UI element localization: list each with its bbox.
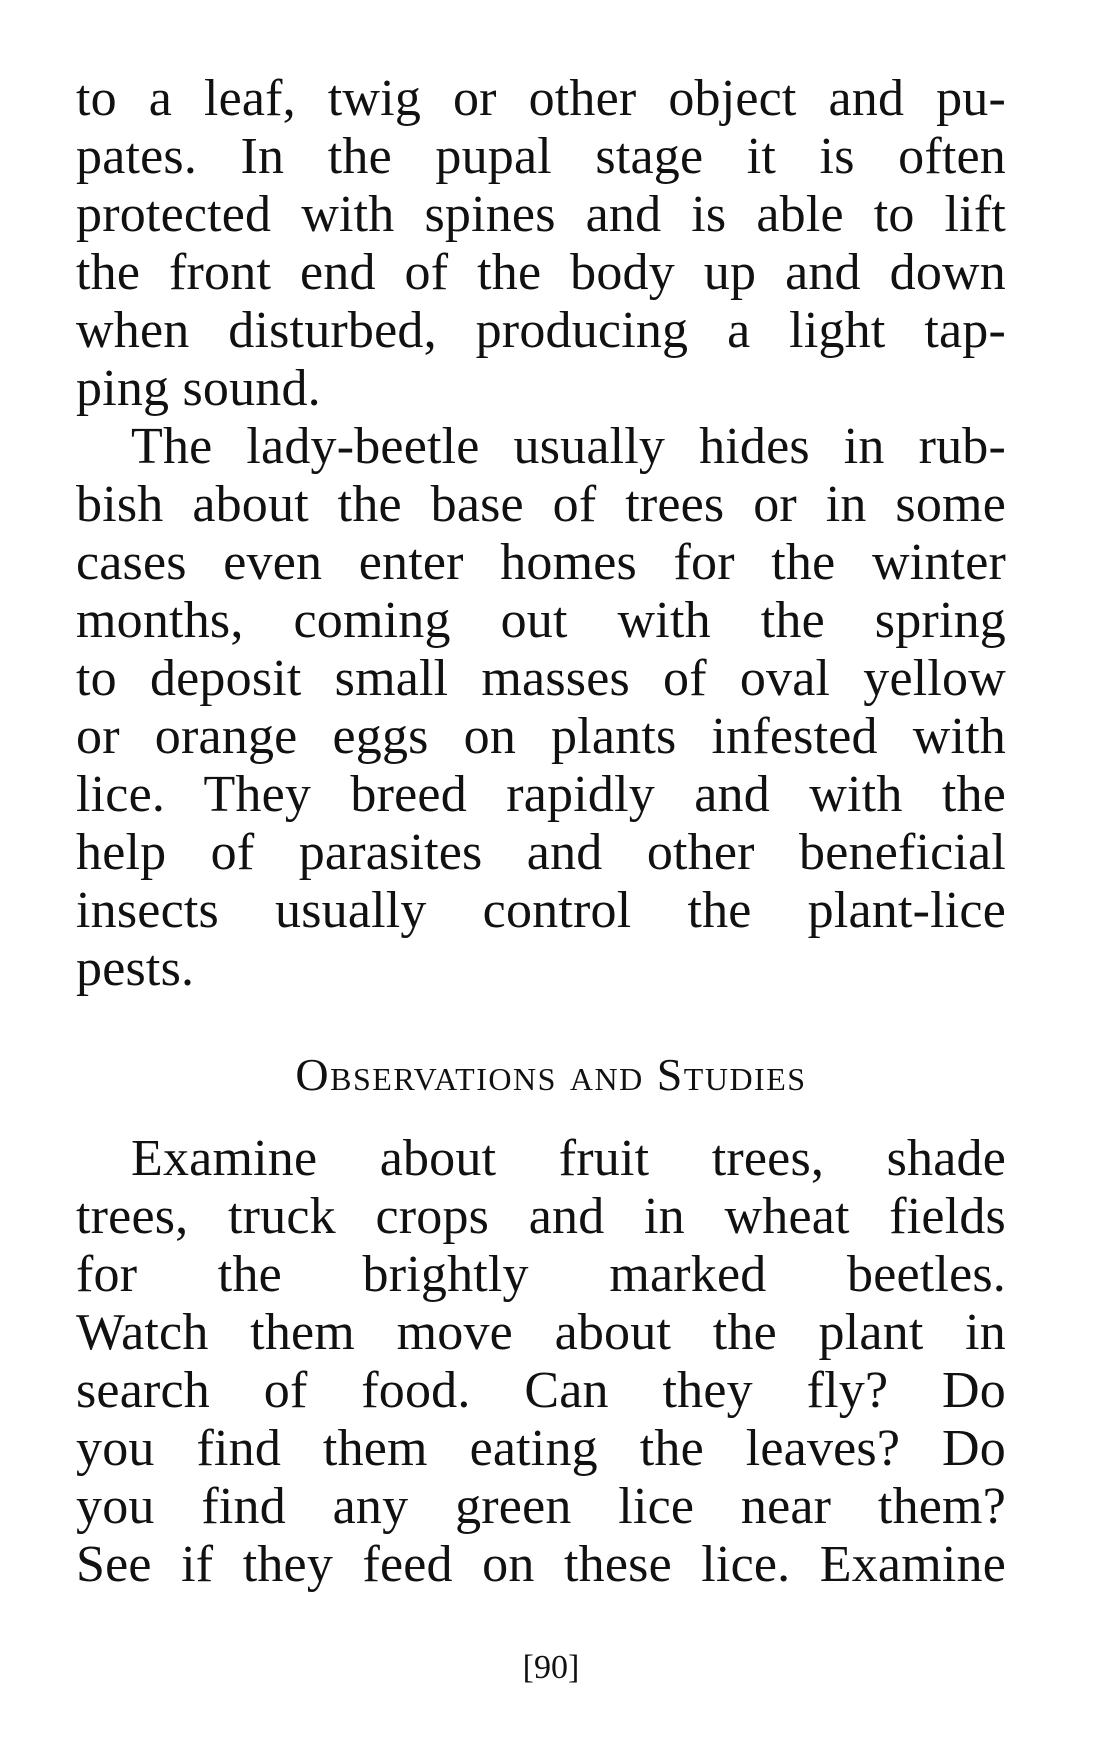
text-line: cases even enter homes for the winter [76, 534, 1006, 591]
text-line: pates. In the pupal stage it is often [76, 128, 1006, 185]
text-line: to a leaf, twig or other object and pu- [76, 70, 1006, 127]
text-line: the front end of the body up and down [76, 244, 1006, 301]
text-line: you find any green lice near them? [76, 1478, 1006, 1535]
text-line: insects usually control the plant-lice [76, 882, 1006, 939]
text-line: for the brightly marked beetles. [76, 1246, 1006, 1303]
text-line: Watch them move about the plant in [76, 1304, 1006, 1361]
text-line: protected with spines and is able to lift [76, 186, 1006, 243]
text-line: ping sound. [76, 360, 321, 417]
text-line: when disturbed, producing a light tap- [76, 302, 1006, 359]
text-line: to deposit small masses of oval yellow [76, 650, 1006, 707]
text-line: search of food. Can they fly? Do [76, 1362, 1006, 1419]
text-line: See if they feed on these lice. Examine [76, 1536, 1006, 1593]
text-line: Examine about fruit trees, shade [131, 1130, 1006, 1187]
text-line: months, coming out with the spring [76, 592, 1006, 649]
text-line: trees, truck crops and in wheat fields [76, 1188, 1006, 1245]
text-line: The lady-beetle usually hides in rub- [131, 418, 1006, 475]
text-line: bish about the base of trees or in some [76, 476, 1006, 533]
text-line: you find them eating the leaves? Do [76, 1420, 1006, 1477]
page-number: [90] [522, 1649, 580, 1686]
text-line: help of parasites and other beneficial [76, 824, 1006, 881]
text-line: pests. [76, 940, 195, 997]
section-heading: Observations and Studies [295, 1049, 807, 1100]
text-line: lice. They breed rapidly and with the [76, 766, 1006, 823]
text-line: or orange eggs on plants infested with [76, 708, 1006, 765]
